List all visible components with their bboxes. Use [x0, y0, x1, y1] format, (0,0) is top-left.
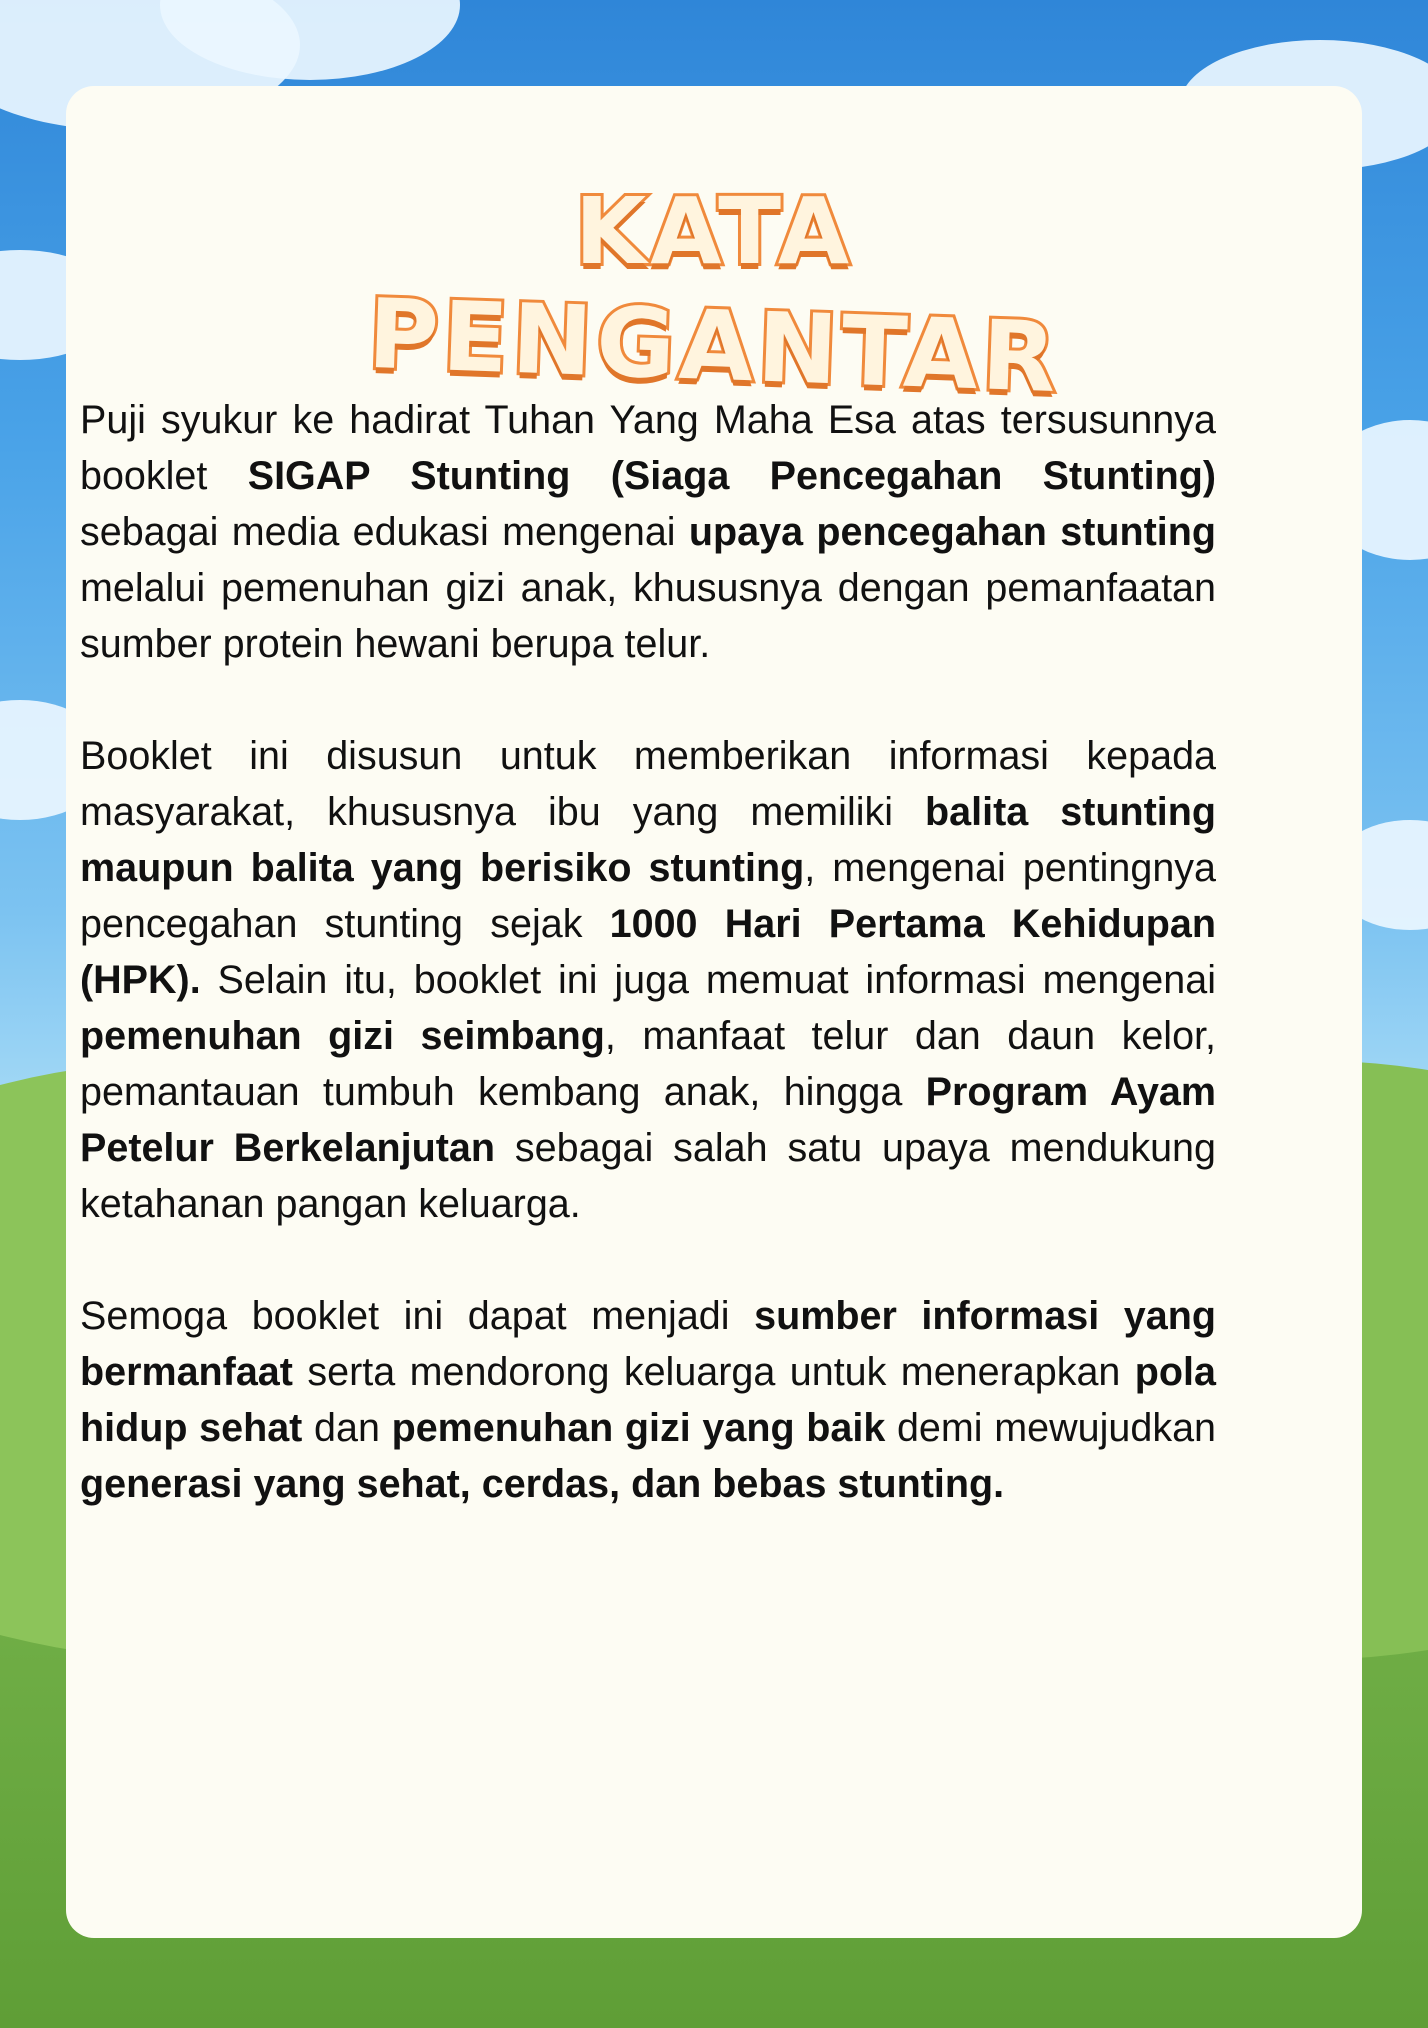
- text-span: Semoga booklet ini dapat menjadi: [80, 1294, 755, 1338]
- text-span: dan: [302, 1406, 392, 1450]
- paragraph-2: [80, 728, 1216, 1232]
- text-span: sebagai media edukasi mengenai: [80, 510, 689, 554]
- paragraph-1: [80, 392, 1216, 672]
- text-span: melalui pemenuhan gizi anak, khususnya dengan pemanfaatan sumber protein hewani berupa telur.: [80, 566, 1216, 666]
- bold-span: upaya pencegahan stunting: [688, 510, 1216, 554]
- text-span: serta mendorong keluarga untuk menerapkan: [292, 1350, 1135, 1394]
- text-span: , manfaat telur dan daun kelor, pemantauan tumbuh kembang anak, hingga: [80, 1014, 1217, 1114]
- bold-span: pemenuhan gizi seimbang: [80, 1014, 605, 1058]
- text-span: Puji syukur ke hadirat Tuhan Yang Maha Esa atas tersusunnya booklet: [80, 398, 1216, 498]
- text-span: , mengenai pentingnya pencegahan stunting sejak: [80, 846, 1217, 946]
- bold-span: 1000 Hari Pertama Kehidupan (HPK).: [80, 902, 1216, 1002]
- bold-span: Program Ayam Petelur Berkelanjutan: [80, 1070, 1217, 1170]
- page-title-line1: KATA: [574, 178, 854, 285]
- bold-span: SIGAP Stunting (Siaga Pencegahan Stunting): [247, 454, 1216, 498]
- text-span: Booklet ini disusun untuk memberikan informasi kepada masyarakat, khususnya ibu yang memiliki: [80, 734, 1216, 834]
- bold-span: generasi yang sehat, cerdas, dan bebas stunting.: [80, 1462, 1005, 1506]
- body-text: [80, 392, 1216, 1568]
- paragraph-3: [80, 1288, 1216, 1512]
- text-span: Selain itu, booklet ini juga memuat informasi mengenai: [200, 958, 1216, 1002]
- text-span: sebagai salah satu upaya mendukung ketahanan pangan keluarga.: [80, 1126, 1216, 1226]
- bold-span: pemenuhan gizi yang baik: [391, 1406, 886, 1450]
- page-title-line2: PENGANTAR: [366, 277, 1062, 415]
- bold-span: sumber informasi yang bermanfaat: [80, 1294, 1216, 1394]
- bold-span: balita stunting maupun balita yang berisiko stunting: [80, 790, 1216, 890]
- text-span: demi mewujudkan: [885, 1406, 1216, 1450]
- bold-span: pola hidup sehat: [80, 1350, 1216, 1450]
